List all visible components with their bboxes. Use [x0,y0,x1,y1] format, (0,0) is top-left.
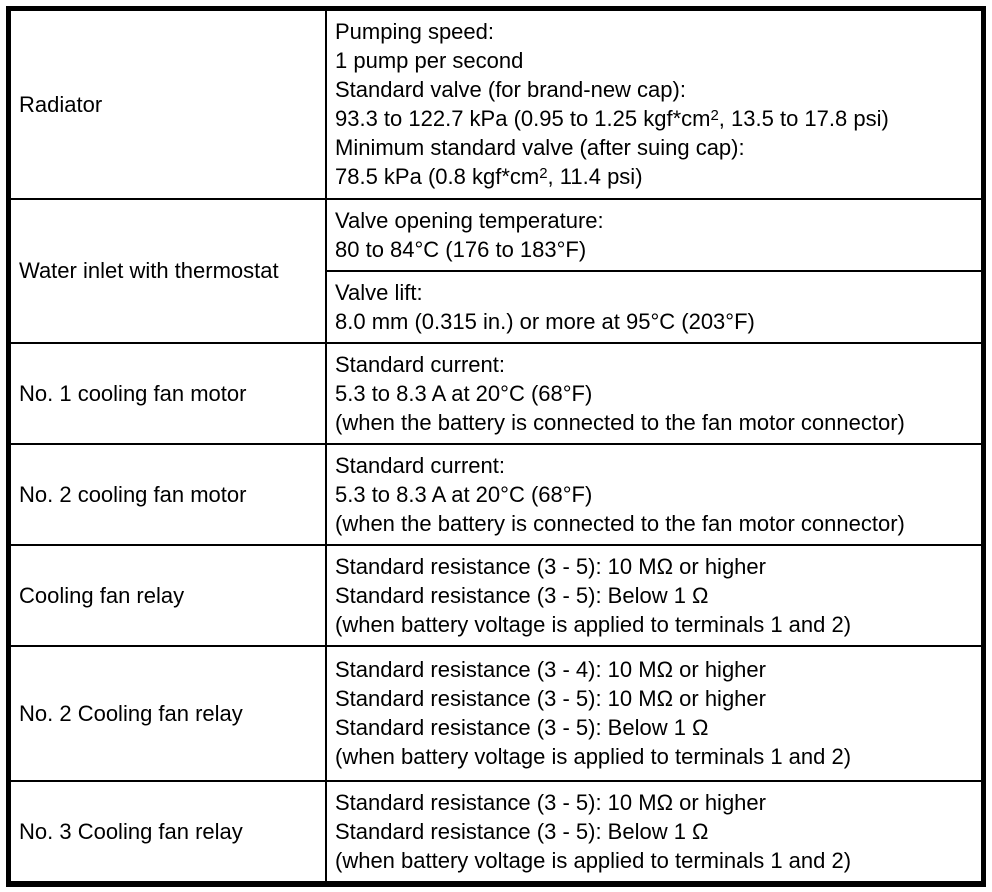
spec-line: Standard resistance (3 - 5): 10 MΩ or higher [335,686,766,711]
table-row [9,199,984,271]
spec-line: Pumping speed: [335,19,494,45]
spec-line: 93.3 to 122.7 kPa (0.95 to 1.25 $kgf*cm^2$, 13.5 to 17.8 psi) [335,106,889,132]
table-row [9,444,984,545]
spec-line: 5.3 to 8.3 A at 20°C (68°F) [335,481,593,507]
spec-line: (when battery voltage is applied to terminals 1 and 2) [335,847,852,873]
table-row [9,545,984,646]
spec-cell [326,545,984,646]
component-label: No. 2 Cooling fan relay [9,646,327,781]
spec-line: (when battery voltage is applied to terminals 1 and 2) [335,611,852,637]
spec-line: (when battery voltage is applied to terminals 1 and 2) [335,744,852,769]
component-label: Cooling fan relay [9,545,327,646]
spec-line: Standard resistance (3 - 5): Below 1 Ω [335,582,709,608]
table-row [9,781,984,884]
spec-cell [326,343,984,444]
spec-line: Valve opening temperature: [335,207,604,233]
spec-line: 80 to 84°C (176 to 183°F) [335,236,587,262]
spec-line: (when the battery is connected to the fan motor connector) [335,409,905,435]
spec-line: Standard resistance (3 - 5): 10 MΩ or higher [335,789,766,815]
cooling-system-spec-table [6,6,986,887]
component-label: Radiator [9,9,327,199]
table-row [9,646,984,781]
spec-line: Standard resistance (3 - 5): 10 MΩ or higher [335,553,766,579]
spec-table-body [9,9,984,884]
spec-cell [326,199,984,271]
component-label: No. 3 Cooling fan relay [9,781,327,884]
spec-line: 8.0 mm (0.315 in.) or more at 95°C (203°F) [335,308,755,334]
table-row [9,343,984,444]
spec-cell [326,271,984,343]
spec-cell [326,9,984,199]
spec-line: 78.5 kPa (0.8 $kgf*cm^2$, 11.4 psi) [335,164,643,190]
spec-line: Standard resistance (3 - 4): 10 MΩ or higher [335,657,766,682]
component-label: No. 1 cooling fan motor [9,343,327,444]
spec-cell [326,646,984,781]
spec-line: Standard resistance (3 - 5): Below 1 Ω [335,715,709,740]
spec-line: Standard resistance (3 - 5): Below 1 Ω [335,818,709,844]
spec-line: 1 pump per second [335,48,524,74]
spec-cell [326,444,984,545]
table-row [9,9,984,199]
component-label: Water inlet with thermostat [9,199,327,343]
spec-cell [326,781,984,884]
spec-line: Valve lift: [335,279,423,305]
spec-line: Standard current: [335,351,505,377]
spec-line: Standard valve (for brand-new cap): [335,77,686,103]
spec-line: Minimum standard valve (after suing cap): [335,135,745,161]
spec-line: 5.3 to 8.3 A at 20°C (68°F) [335,380,593,406]
spec-line: (when the battery is connected to the fan motor connector) [335,510,905,536]
spec-line: Standard current: [335,452,505,478]
component-label: No. 2 cooling fan motor [9,444,327,545]
